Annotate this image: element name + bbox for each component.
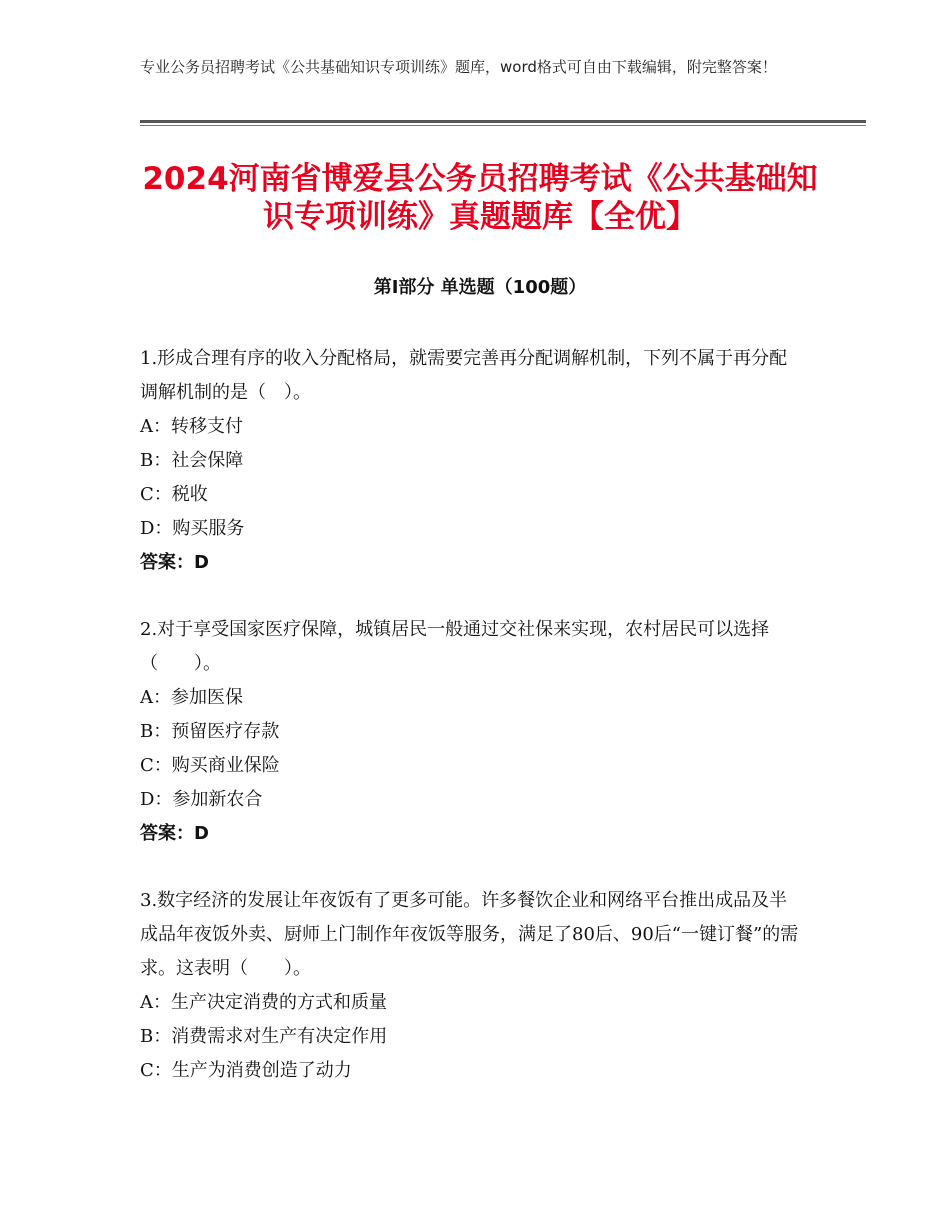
question-1 [140,342,800,580]
option-c: C：税收 [140,484,208,505]
option-b: B：社会保障 [140,450,244,471]
document-title: 2024河南省博爱县公务员招聘考试《公共基础知识专项训练》真题题库【全优】 [142,161,818,235]
answer: 答案：D [140,823,209,844]
option-d: D：购买服务 [140,518,245,539]
option-c: C：购买商业保险 [140,755,280,776]
question-stem: 1.形成合理有序的收入分配格局，就需要完善再分配调解机制，下列不属于再分配调解机制的是（ ）。 [140,348,788,403]
question-list [140,342,800,1121]
question-3 [140,884,800,1088]
header-note: 专业公务员招聘考试《公共基础知识专项训练》题库，word格式可自由下载编辑，附完整答案！ [140,58,777,76]
option-a: A：转移支付 [140,416,243,437]
option-b: B：消费需求对生产有决定作用 [140,1026,388,1047]
option-c: C：生产为消费创造了动力 [140,1060,352,1081]
section-heading: 第Ⅰ部分 单选题（100题） [373,277,587,298]
question-stem: 2.对于享受国家医疗保障，城镇居民一般通过交社保来实现，农村居民可以选择（ ）。 [140,619,770,674]
option-b: B：预留医疗存款 [140,721,280,742]
option-d: D：参加新农合 [140,789,263,810]
answer: 答案：D [140,552,209,573]
header-rule-thin [140,125,866,126]
option-a: A：参加医保 [140,687,243,708]
question-stem: 3.数字经济的发展让年夜饭有了更多可能。许多餐饮企业和网络平台推出成品及半成品年夜饭外卖、厨师上门制作年夜饭等服务，满足了80后、90后“一键订餐”的需求。这表明（ ）。 [140,890,799,979]
question-2 [140,613,800,851]
header-rule-thick [140,120,866,123]
option-a: A：生产决定消费的方式和质量 [140,992,387,1013]
